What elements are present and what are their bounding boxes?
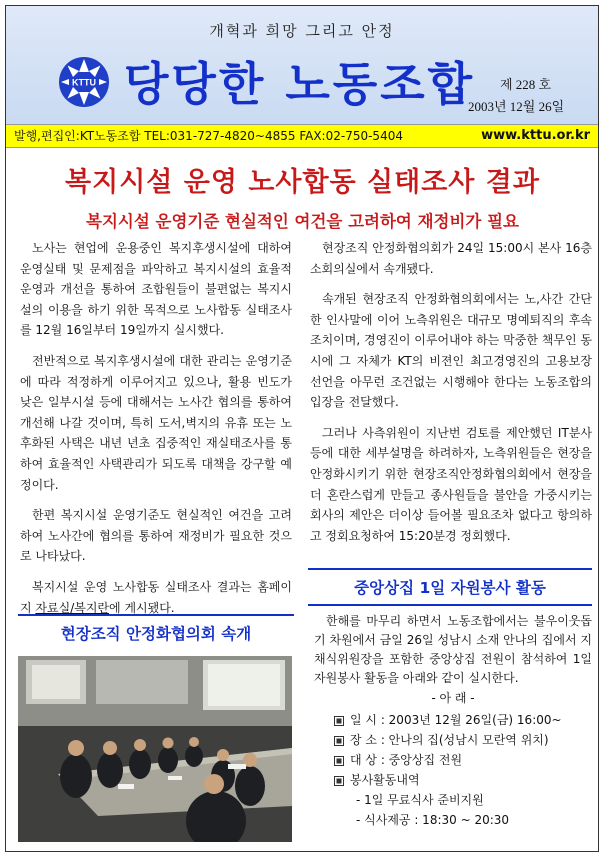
kttu-logo-icon bbox=[58, 56, 110, 108]
square-bullet-icon bbox=[334, 756, 344, 766]
main-headline: 복지시설 운영 노사합동 실태조사 결과 bbox=[65, 167, 540, 198]
notice-prefix: 복지시설 운영 노사합동 실태조사 결과는 홈페이지 bbox=[20, 579, 292, 615]
volunteer-section bbox=[314, 612, 592, 830]
newsletter-title: 당당한 노동조합 bbox=[124, 57, 476, 111]
square-bullet-icon bbox=[334, 776, 344, 786]
masthead bbox=[6, 6, 598, 124]
logo-text: KTTU bbox=[72, 77, 96, 88]
left-column bbox=[20, 238, 292, 628]
list-item: 일 시 : 2003년 12월 26일(금) 16:00~ bbox=[334, 710, 592, 730]
issue-number: 제 228 호 bbox=[500, 77, 552, 92]
article-paragraph: 노사는 현업에 운용중인 복지후생시설에 대하여 운영실태 및 문제점을 파악하고 복지시설의 효율적 운영과 개선을 통하여 조합원들이 불편없는 복지시설의 이용을 하기 위한 목적으로 노사합동 실태조사를 12월 16일부터 19일까지 실시했다. bbox=[20, 241, 292, 338]
article-paragraph: 전반적으로 복지후생시설에 대한 관리는 운영기준에 따라 적정하게 이루어지고 있으나, 활용 빈도가 낮은 일부시설 등에 대해서는 노사간 협의를 통하여 개선해 나갈 것이며, 특히 도서,벽지의 유휴 또는 노후화된 사택은 내년 년초 집중적인 재실태조사를 통하여 효율적인 사택관리가 되도록 대책을 강구할 예정이다. bbox=[20, 353, 292, 492]
notice-link[interactable]: 자료실/복지란 bbox=[35, 600, 110, 615]
publisher-bar bbox=[6, 124, 598, 148]
volunteer-section-title: 중앙상집 1일 자원봉사 활동 bbox=[308, 568, 592, 606]
issue-date: 2003년 12월 26일 bbox=[468, 99, 565, 114]
slogan: 개혁과 희망 그리고 안정 bbox=[209, 22, 395, 40]
publisher-info: 발행,편집인:KT노동조합 TEL:031-727-4820~4855 FAX:02-750-5404 bbox=[14, 129, 403, 143]
square-bullet-icon bbox=[334, 716, 344, 726]
volunteer-intro: 한해를 마무리 하면서 노동조합에서는 불우이웃돕기 차원에서 금일 26일 성남시 소재 안나의 집에서 지채식위원장을 포함한 중앙상집 전원이 참석하여 1일 자원봉사 활동을 아래와 같이 실시한다. bbox=[314, 614, 592, 685]
council-paragraph: 그러나 사측위원이 지난번 검토를 제안했던 IT분사 등에 대한 세부설명을 하려하자, 노측위원들은 현장을 안정화시키기 위한 현장조직안정화협의회에서 현장을 더 혼란스럽게 만들고 종사원들을 불안을 가중시키는 회사의 제안은 더이상 들어볼 필요조차 없다고 항의하고 정회요청하여 15:20분경 정회했다. bbox=[310, 425, 592, 543]
list-item: 봉사활동내역 bbox=[334, 770, 592, 790]
notice-paragraph bbox=[20, 577, 292, 618]
article-paragraph: 한편 복지시설 운영기준도 현실적인 여건을 고려하여 노사간에 협의를 통하여 재정비가 필요한 것으로 나타났다. bbox=[20, 508, 292, 564]
council-section-title: 현장조직 안정화협의회 속개 bbox=[18, 614, 294, 644]
sub-item: - 식사제공 : 18:30 ~ 20:30 bbox=[356, 813, 510, 827]
council-paragraph: 현장조직 안정화협의회가 24일 15:00시 본사 16층 소회의실에서 속개됐다. bbox=[310, 241, 592, 276]
list-item: 장 소 : 안나의 집(성남시 모란역 위치) bbox=[334, 730, 592, 750]
council-paragraph: 속개된 현장조직 안정화협의회에서는 노,사간 간단한 인사말에 이어 노측위원은 대규모 명예퇴직의 후속조치이며, 경영진이 이루어내야 하는 막중한 책무인 동시에 그 자체가 KT의 비젼인 최고경영진의 고용보장 선언을 아무런 조건없는 시행해야 한다는 노동조합의 입장을 전달했다. bbox=[310, 292, 592, 410]
volunteer-details bbox=[334, 710, 592, 790]
list-item: 대 상 : 중앙상집 전원 bbox=[334, 750, 592, 770]
website-link[interactable]: www.kttu.or.kr bbox=[481, 128, 590, 143]
notice-suffix: 에 게시됐다. bbox=[109, 600, 175, 615]
notice-divider: - 아 래 - bbox=[431, 691, 475, 705]
meeting-photo bbox=[18, 656, 292, 842]
right-column bbox=[310, 238, 592, 556]
sub-item: - 1일 무료식사 준비지원 bbox=[356, 793, 484, 807]
sub-headline: 복지시설 운영기준 현실적인 여건을 고려하여 재정비가 필요 bbox=[86, 212, 519, 231]
square-bullet-icon bbox=[334, 736, 344, 746]
